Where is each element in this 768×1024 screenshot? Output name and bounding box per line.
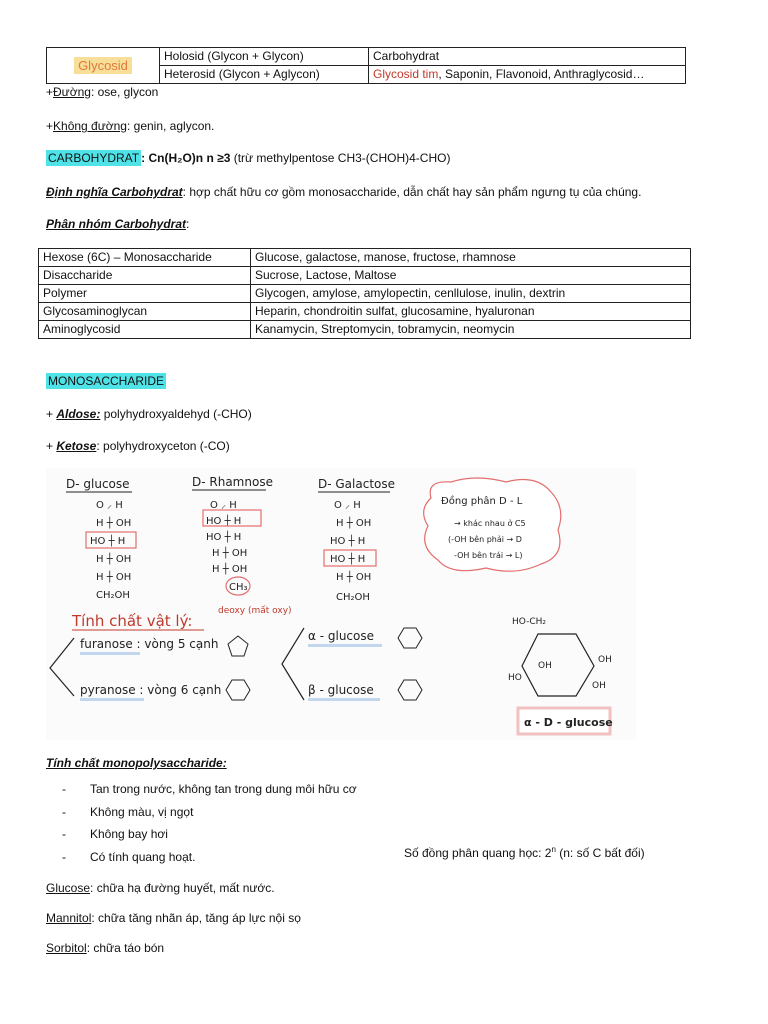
- table-row: [47, 48, 686, 66]
- glycosid-table: [46, 47, 686, 84]
- rhamnose-row: HO ┼ H: [206, 516, 242, 527]
- carbohydrat-heading: CARBOHYDRAT: [48, 151, 140, 165]
- use-label: Mannitol: [46, 911, 92, 925]
- beta-text: β - glucose: [308, 683, 374, 697]
- list-item: - Không màu, vị ngọt: [62, 804, 194, 819]
- list-item: - Không bay hơi: [62, 827, 168, 841]
- use-label: Sorbitol: [46, 941, 87, 955]
- group-cell: Glycosaminoglycan: [39, 303, 251, 321]
- heterosid-example-text: , Saponin, Flavonoid, Anthraglycosid…: [438, 67, 645, 81]
- alpha-text: α - glucose: [308, 629, 374, 643]
- duong-text: : ose, glycon: [90, 85, 159, 99]
- mono-heading-label: MONOSACCHARIDE: [48, 374, 165, 388]
- glucose-row: H ┼ OH: [96, 572, 132, 583]
- ketose-text: : polyhydroxyceton (-CO): [96, 439, 230, 453]
- table-row: [39, 303, 691, 321]
- duong-line: [46, 85, 158, 99]
- ring-label: HO: [508, 673, 522, 683]
- ring-label: OH: [538, 661, 552, 671]
- classification-table: [38, 248, 691, 339]
- members-cell: Heparin, chondroitin sulfat, glucosamine, hyaluronan: [251, 303, 691, 321]
- duong-prefix: +: [46, 85, 54, 99]
- rhamnose-row: HO ┼ H: [206, 532, 242, 543]
- bubble-line: -OH bên trái → L): [454, 551, 523, 560]
- glucose-row: HO ┼ H: [90, 536, 126, 547]
- bubble-title: Đồng phân D - L: [441, 496, 523, 507]
- khong-duong-line: [46, 119, 214, 133]
- physical-title: Tính chất vật lý:: [72, 612, 193, 630]
- holosid-example: [369, 48, 686, 66]
- aldose-prefix: +: [46, 407, 57, 421]
- rhamnose-row: H ┼ OH: [212, 548, 248, 559]
- properties-heading: [46, 756, 227, 770]
- rhamnose-row: CH₃: [229, 582, 248, 593]
- holosid-example-text: Carbohydrat: [373, 49, 440, 63]
- definition-line: [46, 185, 641, 199]
- ketose-prefix: +: [46, 439, 57, 453]
- use-text: : chữa tăng nhãn áp, tăng áp lực nội sọ: [91, 911, 301, 925]
- ring-label: OH: [592, 681, 606, 691]
- isomer-note-exp: n: [551, 845, 556, 854]
- ketose-line: [46, 439, 230, 453]
- members-cell: Glycogen, amylose, amylopectin, cenllulose, inulin, dextrin: [251, 285, 691, 303]
- ketose-label: Ketose: [56, 439, 97, 453]
- properties-list: [62, 778, 357, 868]
- galactose-title: D- Galactose: [318, 477, 396, 491]
- group-cell: Polymer: [39, 285, 251, 303]
- aldose-label: Aldose:: [56, 407, 101, 421]
- members-cell: Glucose, galactose, manose, fructose, rhamnose: [251, 249, 691, 267]
- isomer-note: [404, 845, 645, 860]
- table-row: [39, 249, 691, 267]
- classification-heading: [46, 217, 189, 231]
- khong-duong-label: Không đường: [53, 119, 127, 133]
- glucose-row: O ⸝ H: [96, 500, 123, 511]
- use-label: Glucose: [46, 881, 91, 895]
- carbohydrat-note: (trừ methylpentose CH3-(CHOH)4-CHO): [230, 151, 451, 165]
- list-item: - Có tính quang hoạt.: [62, 849, 196, 864]
- use-sorbitol: [46, 941, 164, 955]
- isomer-note-tail: (n: số C bất đối): [555, 846, 645, 860]
- carbohydrat-formula: : Cn(H₂O)n n ≥3: [141, 151, 231, 165]
- aldose-text: polyhydroxyaldehyd (-CHO): [100, 407, 252, 421]
- deoxy-note: deoxy (mất oxy): [218, 606, 292, 616]
- galactose-row: HO ┼ H: [330, 536, 366, 547]
- glucose-title: D- glucose: [66, 477, 130, 491]
- bubble-line: → khác nhau ở C5: [454, 519, 526, 528]
- use-mannitol: [46, 911, 301, 925]
- galactose-row: O ⸝ H: [334, 500, 361, 511]
- handwritten-notes-image: [46, 468, 636, 740]
- classification-heading-label: Phân nhóm Carbohydrat: [46, 217, 187, 231]
- khong-duong-prefix: +: [46, 119, 54, 133]
- glucose-row: H ┼ OH: [96, 554, 132, 565]
- property-text: Không bay hơi: [90, 827, 168, 841]
- heterosid-cell: Heterosid (Glycon + Aglycon): [160, 66, 369, 84]
- definition-label: Định nghĩa Carbohydrat: [46, 185, 183, 199]
- heterosid-example: [369, 66, 686, 84]
- aldose-line: [46, 407, 252, 421]
- heterosid-example-red: Glycosid tim: [373, 67, 439, 81]
- isomer-note-text: Số đồng phân quang học: 2: [404, 846, 552, 860]
- rhamnose-row: O ⸝ H: [210, 500, 237, 511]
- members-cell: Kanamycin, Streptomycin, tobramycin, neomycin: [251, 321, 691, 339]
- furanose-text: furanose : vòng 5 cạnh: [80, 637, 219, 651]
- carbohydrat-formula-line: [46, 151, 450, 165]
- galactose-row: H ┼ OH: [336, 518, 372, 529]
- glycosid-label: Glycosid: [74, 57, 132, 74]
- pyranose-text: pyranose : vòng 6 cạnh: [80, 683, 222, 697]
- properties-heading-label: Tính chất monopolysaccharide:: [46, 756, 227, 770]
- group-cell: Aminoglycosid: [39, 321, 251, 339]
- members-cell: Sucrose, Lactose, Maltose: [251, 267, 691, 285]
- use-text: : chữa hạ đường huyết, mất nước.: [90, 881, 275, 895]
- bubble-line: (-OH bên phải → D: [448, 535, 522, 544]
- group-cell: Hexose (6C) – Monosaccharide: [39, 249, 251, 267]
- duong-label: Đường: [53, 85, 91, 99]
- property-text: Có tính quang hoạt.: [90, 849, 196, 864]
- classification-heading-colon: :: [186, 217, 190, 231]
- table-row: [39, 267, 691, 285]
- group-cell: Disaccharide: [39, 267, 251, 285]
- galactose-row: H ┼ OH: [336, 572, 372, 583]
- alpha-d-glucose-label: α - D - glucose: [524, 716, 613, 729]
- table-row: [39, 321, 691, 339]
- glucose-row: CH₂OH: [96, 590, 130, 601]
- galactose-row: CH₂OH: [336, 592, 370, 603]
- use-text: : chữa táo bón: [86, 941, 165, 955]
- khong-duong-text: : genin, aglycon.: [126, 119, 215, 133]
- holosid-cell: Holosid (Glycon + Glycon): [160, 48, 369, 66]
- use-glucose: [46, 881, 275, 895]
- glycosid-cell: [47, 48, 160, 84]
- glucose-row: H ┼ OH: [96, 518, 132, 529]
- ring-label: HO-CH₂: [512, 617, 547, 627]
- ring-label: OH: [598, 655, 612, 665]
- rhamnose-row: H ┼ OH: [212, 564, 248, 575]
- property-text: Không màu, vị ngọt: [90, 804, 194, 819]
- property-text: Tan trong nước, không tan trong dung môi hữu cơ: [90, 782, 357, 796]
- galactose-row: HO ┼ H: [330, 554, 366, 565]
- rhamnose-title: D- Rhamnose: [192, 475, 273, 489]
- mono-heading: [46, 374, 166, 388]
- list-item: - Tan trong nước, không tan trong dung môi hữu cơ: [62, 782, 357, 796]
- definition-text: : hợp chất hữu cơ gồm monosaccharide, dẫn chất hay sản phẩm ngưng tụ của chúng.: [182, 185, 642, 199]
- table-row: [39, 285, 691, 303]
